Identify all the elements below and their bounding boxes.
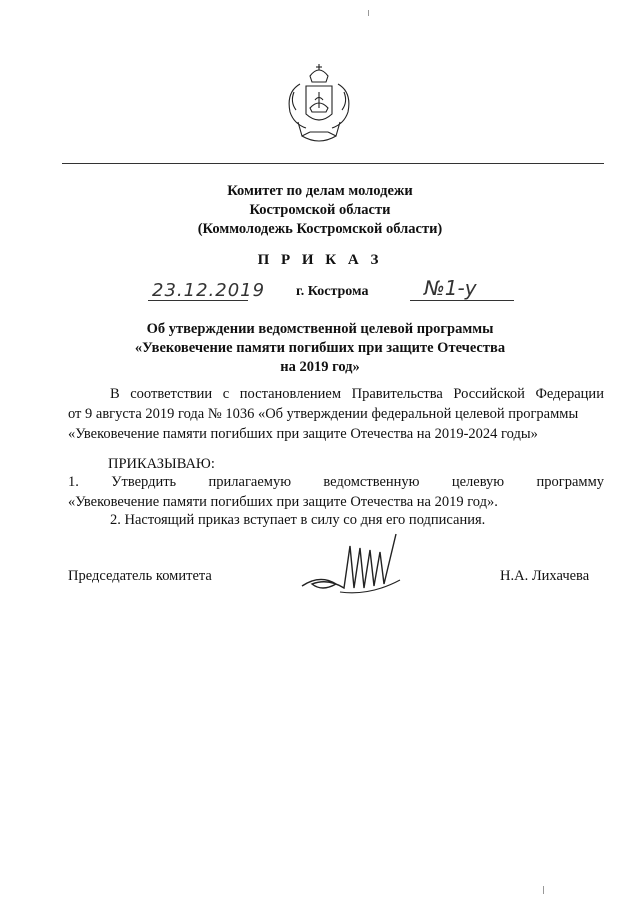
item-word: прилагаемую: [208, 474, 292, 490]
paragraph-line3: «Увековечение памяти погибших при защите Отечества на 2019-2024 годы»: [68, 426, 538, 442]
handwritten-signature: [300, 526, 410, 606]
paragraph-word: постановлением: [239, 386, 342, 402]
item-word: целевую: [451, 474, 505, 490]
item-word: программу: [536, 474, 604, 490]
signatory-role: Председатель комитета: [68, 568, 212, 584]
header-rule: [62, 163, 604, 164]
item-number: 1.: [68, 474, 79, 490]
coat-of-arms-icon: [280, 62, 358, 150]
org-name-line1: Комитет по делам молодежи: [227, 183, 413, 199]
item-word: ведомственную: [323, 474, 420, 490]
paragraph-word: Федерации: [535, 386, 604, 402]
decree-heading: ПРИКАЗЫВАЮ:: [108, 456, 215, 472]
paragraph-word: Правительства: [351, 386, 443, 402]
subject-line1: Об утверждении ведомственной целевой программы: [146, 321, 494, 337]
date-underline: [148, 300, 248, 301]
paragraph-line2: от 9 августа 2019 года № 1036 «Об утверждении федеральной целевой программы: [68, 406, 579, 422]
order-number: №1-у: [424, 276, 477, 300]
org-name-line3: (Коммолодежь Костромской области): [197, 221, 443, 237]
org-name-line2: Костромской области: [249, 202, 391, 218]
signatory-name: Н.А. Лихачева: [500, 568, 590, 584]
item2-line: 2. Настоящий приказ вступает в силу со дня его подписания.: [110, 512, 486, 528]
order-city: г. Кострома: [296, 284, 369, 299]
paragraph-word: соответствии: [130, 386, 213, 402]
subject-line2: «Увековечение памяти погибших при защите Отечества: [134, 340, 506, 356]
subject-line3: на 2019 год»: [280, 359, 360, 375]
paragraph-word: В: [110, 386, 120, 402]
order-date: 23.12.2019: [152, 280, 266, 301]
item1-continuation: «Увековечение памяти погибших при защите Отечества на 2019 год».: [68, 494, 498, 510]
paragraph-word: Российской: [453, 386, 525, 402]
document-title: П Р И К А З: [257, 252, 383, 268]
paragraph-word: с: [222, 386, 230, 402]
scan-mark: [543, 886, 544, 894]
paragraph-line1: [110, 384, 604, 404]
item1-line: [68, 472, 604, 492]
number-underline: [410, 300, 514, 301]
scan-mark: [368, 10, 369, 16]
item-word: Утвердить: [111, 474, 177, 490]
